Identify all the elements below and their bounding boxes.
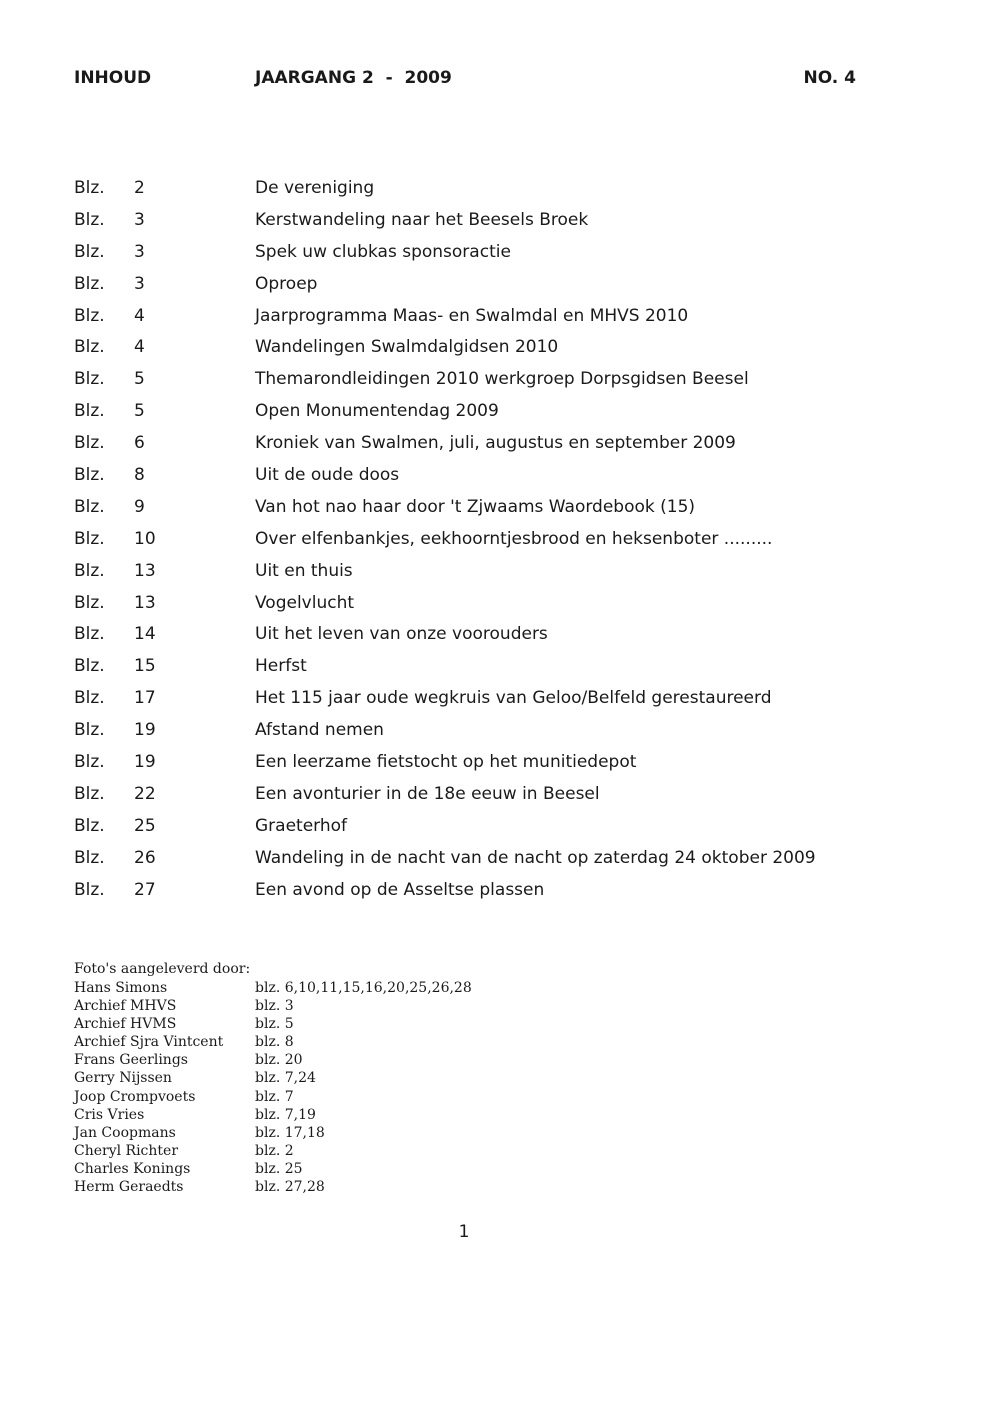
toc-article-title: Van hot nao haar door 't Zjwaams Waordebook (15) [255, 496, 696, 517]
toc-article-title: Vogelvlucht [255, 592, 355, 613]
toc-blz-label: Blz. [74, 528, 105, 549]
photo-credit-row [74, 1160, 674, 1178]
toc-blz-label: Blz. [74, 560, 105, 581]
toc-article-title: Wandelingen Swalmdalgidsen 2010 [255, 337, 559, 358]
toc-entry [74, 206, 924, 238]
toc-entry [74, 302, 924, 334]
toc-article-title: Herfst [255, 656, 307, 677]
toc-blz-label: Blz. [74, 752, 105, 773]
photo-credit-name: Cheryl Richter [74, 1142, 179, 1159]
photo-credit-pages: blz. 7,19 [255, 1106, 316, 1123]
toc-article-title: De vereniging [255, 178, 375, 198]
toc-blz-label: Blz. [74, 592, 105, 613]
photo-credit-name: Cris Vries [74, 1106, 145, 1123]
toc-article-title: Uit en thuis [255, 560, 353, 581]
toc-page-number: 15 [134, 656, 156, 677]
toc-entry [74, 844, 924, 876]
photo-credit-row [74, 1178, 674, 1196]
toc-blz-label: Blz. [74, 273, 105, 294]
toc-entry [74, 557, 924, 589]
toc-blz-label: Blz. [74, 337, 105, 358]
header-issue-number: NO. 4 [803, 68, 856, 88]
toc-page-number: 26 [134, 847, 156, 868]
photo-credit-row [74, 1033, 674, 1051]
photo-credit-row [74, 1106, 674, 1124]
toc-entry [74, 620, 924, 652]
photo-credit-name: Archief Sjra Vintcent [74, 1034, 224, 1051]
table-of-contents [74, 174, 924, 907]
toc-page-number: 10 [134, 528, 156, 549]
toc-entry [74, 716, 924, 748]
header-volume-year: JAARGANG 2 - 2009 [255, 68, 452, 88]
photo-credit-pages: blz. 20 [255, 1052, 303, 1069]
toc-page-number: 27 [134, 879, 156, 900]
toc-entry [74, 493, 924, 525]
photo-credit-row [74, 1015, 674, 1033]
toc-page-number: 4 [134, 305, 145, 326]
photo-credit-name: Joop Crompvoets [74, 1088, 196, 1105]
toc-entry [74, 270, 924, 302]
toc-blz-label: Blz. [74, 369, 105, 390]
toc-blz-label: Blz. [74, 401, 105, 422]
photo-credit-name: Gerry Nijssen [74, 1070, 172, 1087]
photo-credits [74, 960, 674, 1196]
photo-credit-name: Jan Coopmans [74, 1124, 176, 1141]
toc-article-title: Over elfenbankjes, eekhoorntjesbrood en heksenboter ......... [255, 528, 773, 549]
toc-page-number: 13 [134, 560, 156, 581]
toc-article-title: Afstand nemen [255, 720, 384, 741]
photo-credit-name: Hans Simons [74, 980, 168, 996]
photo-credit-row [74, 997, 674, 1015]
toc-page-number: 19 [134, 720, 156, 741]
toc-page-number: 3 [134, 241, 145, 262]
toc-article-title: Een avond op de Asseltse plassen [255, 879, 545, 900]
photo-credit-pages: blz. 17,18 [255, 1124, 325, 1141]
photo-credit-pages: blz. 2 [255, 1142, 294, 1159]
toc-entry [74, 812, 924, 844]
toc-blz-label: Blz. [74, 815, 105, 836]
photo-credit-row [74, 1088, 674, 1106]
photo-credit-name: Charles Konings [74, 1160, 191, 1177]
toc-blz-label: Blz. [74, 465, 105, 486]
toc-page-number: 25 [134, 815, 156, 836]
toc-article-title: Oproep [255, 273, 318, 294]
photo-credit-name: Archief MHVS [74, 998, 177, 1015]
photo-credit-name: Frans Geerlings [74, 1052, 188, 1069]
toc-entry [74, 238, 924, 270]
toc-blz-label: Blz. [74, 688, 105, 709]
toc-article-title: Spek uw clubkas sponsoractie [255, 241, 511, 262]
toc-article-title: Kroniek van Swalmen, juli, augustus en september 2009 [255, 433, 736, 454]
toc-page-number: 14 [134, 624, 156, 645]
toc-blz-label: Blz. [74, 847, 105, 868]
toc-blz-label: Blz. [74, 720, 105, 741]
toc-blz-label: Blz. [74, 624, 105, 645]
photo-credit-row [74, 979, 674, 997]
header-section-title: INHOUD [74, 68, 152, 88]
toc-article-title: Themarondleidingen 2010 werkgroep Dorpsgidsen Beesel [255, 369, 749, 390]
toc-page-number: 8 [134, 465, 145, 486]
toc-page-number: 9 [134, 496, 145, 517]
toc-entry [74, 525, 924, 557]
toc-page-number: 17 [134, 688, 156, 709]
toc-article-title: Wandeling in de nacht van de nacht op zaterdag 24 oktober 2009 [255, 847, 816, 868]
photo-credit-pages: blz. 3 [255, 998, 294, 1015]
photo-credit-pages: blz. 7 [255, 1088, 294, 1105]
toc-blz-label: Blz. [74, 209, 105, 230]
photo-credit-pages: blz. 6,10,11,15,16,20,25,26,28 [255, 980, 472, 996]
photo-credit-pages: blz. 25 [255, 1160, 303, 1177]
photo-credit-row [74, 1051, 674, 1069]
toc-entry [74, 684, 924, 716]
toc-article-title: Een avonturier in de 18e eeuw in Beesel [255, 783, 600, 804]
toc-blz-label: Blz. [74, 305, 105, 326]
photo-credit-pages: blz. 7,24 [255, 1070, 316, 1087]
toc-blz-label: Blz. [74, 433, 105, 454]
photo-credit-name: Herm Geraedts [74, 1179, 184, 1196]
toc-entry [74, 429, 924, 461]
toc-entry [74, 333, 924, 365]
toc-page-number: 3 [134, 209, 145, 230]
toc-page-number: 5 [134, 401, 145, 422]
photo-credit-row [74, 1142, 674, 1160]
toc-article-title: Een leerzame fietstocht op het munitiedepot [255, 752, 637, 773]
photo-credit-pages: blz. 27,28 [255, 1179, 325, 1196]
toc-blz-label: Blz. [74, 656, 105, 677]
photo-credit-name: Archief HVMS [74, 1016, 177, 1033]
photo-credit-pages: blz. 5 [255, 1016, 294, 1033]
toc-article-title: Jaarprogramma Maas- en Swalmdal en MHVS 2010 [255, 305, 689, 326]
toc-entry [74, 652, 924, 684]
toc-blz-label: Blz. [74, 241, 105, 262]
toc-page-number: 19 [134, 752, 156, 773]
toc-blz-label: Blz. [74, 783, 105, 804]
toc-page-number: 3 [134, 273, 145, 294]
toc-blz-label: Blz. [74, 178, 105, 198]
toc-entry [74, 365, 924, 397]
page-number: 1 [458, 1222, 470, 1242]
toc-page-number: 13 [134, 592, 156, 613]
toc-article-title: Open Monumentendag 2009 [255, 401, 499, 422]
photo-credits-list [74, 979, 674, 1196]
photo-credit-pages: blz. 8 [255, 1034, 294, 1051]
toc-entry [74, 780, 924, 812]
photo-credit-row [74, 1124, 674, 1142]
toc-blz-label: Blz. [74, 879, 105, 900]
toc-page-number: 4 [134, 337, 145, 358]
toc-entry [74, 748, 924, 780]
toc-entry [74, 461, 924, 493]
toc-entry [74, 174, 924, 206]
toc-article-title: Uit de oude doos [255, 465, 400, 486]
photo-credits-heading: Foto's aangeleverd door: [74, 961, 251, 977]
page-header [74, 68, 864, 94]
toc-page-number: 6 [134, 433, 145, 454]
toc-article-title: Kerstwandeling naar het Beesels Broek [255, 209, 589, 230]
toc-entry [74, 589, 924, 621]
toc-blz-label: Blz. [74, 496, 105, 517]
toc-article-title: Uit het leven van onze voorouders [255, 624, 548, 645]
toc-page-number: 2 [134, 178, 145, 198]
photo-credit-row [74, 1069, 674, 1087]
toc-entry [74, 397, 924, 429]
toc-page-number: 5 [134, 369, 145, 390]
toc-article-title: Graeterhof [255, 815, 348, 836]
toc-article-title: Het 115 jaar oude wegkruis van Geloo/Belfeld gerestaureerd [255, 688, 772, 709]
toc-entry [74, 876, 924, 908]
toc-page-number: 22 [134, 783, 156, 804]
